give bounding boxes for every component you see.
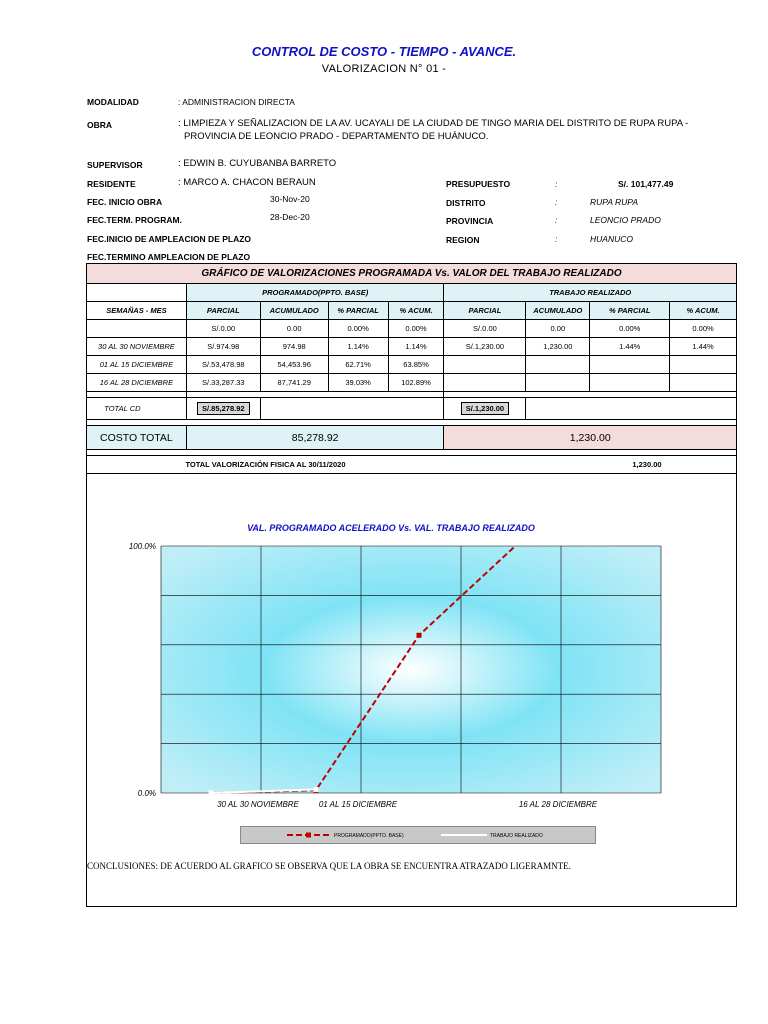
table-cell xyxy=(87,320,187,338)
fec-inicio-label: FEC. INICIO OBRA xyxy=(87,197,163,207)
distrito-sep: : xyxy=(555,197,558,207)
table-cell: S/.33,287.33 xyxy=(186,374,260,392)
presupuesto-sep: : xyxy=(555,179,558,189)
conclusion-text: CONCLUSIONES: DE ACUERDO AL GRAFICO SE OBSERVA QUE LA OBRA SE ENCUENTRA ATRAZADO LIGERAMNTE. xyxy=(87,861,571,871)
supervisor-label: SUPERVISOR xyxy=(87,160,143,170)
table-cell: 39.03% xyxy=(328,374,388,392)
table-cell xyxy=(444,356,526,374)
x-tick-label: 01 AL 15 DICIEMBRE xyxy=(318,800,398,809)
plot-background xyxy=(161,546,661,793)
total-cd-prog: S/.85,278.92 xyxy=(197,402,250,415)
table-cell xyxy=(444,374,526,392)
y-tick-label: 100.0% xyxy=(128,542,156,551)
obra-value-line2: PROVINCIA DE LEONCIO PRADO - DEPARTAMENTO DE HUÁNUCO. xyxy=(184,131,489,142)
table-row xyxy=(87,374,737,392)
total-cd-label: TOTAL CD xyxy=(87,398,187,420)
presupuesto-label: PRESUPUESTO xyxy=(446,179,511,189)
table-row xyxy=(87,320,737,338)
column-header: PARCIAL xyxy=(444,302,526,320)
table-cell: 16 AL 28 DICIEMBRE xyxy=(87,374,187,392)
table-cell: 1,230.00 xyxy=(526,338,590,356)
table-cell xyxy=(590,356,670,374)
table-cell: 01 AL 15 DICIEMBRE xyxy=(87,356,187,374)
region-label: REGION xyxy=(446,235,480,245)
page-subtitle: VALORIZACION N° 01 - xyxy=(321,63,447,75)
table-cell: 0.00 xyxy=(260,320,328,338)
distrito-label: DISTRITO xyxy=(446,198,486,208)
fec-term-amp-label: FEC.TERMINO AMPLEACION DE PLAZO xyxy=(87,252,251,262)
legend-label-programado: PROGRAMADO(PPTO. BASE) xyxy=(334,833,404,839)
table-cell xyxy=(526,356,590,374)
table-title: GRÁFICO DE VALORIZACIONES PROGRAMADA Vs. VALOR DEL TRABAJO REALIZADO xyxy=(87,264,737,284)
data-point xyxy=(209,791,214,796)
costo-total-prog: 85,278.92 xyxy=(186,426,444,450)
fec-inicio-value: 30-Nov-20 xyxy=(270,194,310,204)
region-sep: : xyxy=(555,234,558,244)
column-header: % PARCIAL xyxy=(590,302,670,320)
table-cell: 30 AL 30 NOVIEMBRE xyxy=(87,338,187,356)
y-tick-label: 0.0% xyxy=(137,789,156,798)
table-cell: 0.00% xyxy=(590,320,670,338)
column-header: SEMAÑAS - MES xyxy=(87,302,187,320)
distrito-value: RUPA RUPA xyxy=(590,197,639,207)
table-cell: 54,453.96 xyxy=(260,356,328,374)
table-cell: 0.00 xyxy=(526,320,590,338)
table-cell: S/.0.00 xyxy=(444,320,526,338)
table-cell: 1.14% xyxy=(328,338,388,356)
legend-svg xyxy=(241,827,595,843)
total-valorizacion-label: TOTAL VALORIZACIÓN FISICA AL 30/11/2020 xyxy=(87,456,444,474)
x-tick-label: 30 AL 30 NOVIEMBRE xyxy=(217,800,299,809)
x-tick-label: 16 AL 28 DICIEMBRE xyxy=(518,800,598,809)
residente-value: : MARCO A. CHACON BERAUN xyxy=(178,177,316,188)
table-cell: 974.98 xyxy=(260,338,328,356)
column-header: ACUMULADO xyxy=(526,302,590,320)
table-cell: 62.71% xyxy=(328,356,388,374)
column-header: % ACUM. xyxy=(670,302,737,320)
residente-label: RESIDENTE xyxy=(87,179,136,189)
legend-marker-programado xyxy=(306,833,311,838)
table-cell: S/.974.98 xyxy=(186,338,260,356)
table-cell xyxy=(670,356,737,374)
table-cell: 63.85% xyxy=(388,356,444,374)
table-cell: S/.0.00 xyxy=(186,320,260,338)
table-cell: 1.14% xyxy=(388,338,444,356)
column-header: ACUMULADO xyxy=(260,302,328,320)
fec-term-value: 28-Dec-20 xyxy=(270,212,310,222)
region-value: HUANUCO xyxy=(590,234,633,244)
fec-term-label: FEC.TERM. PROGRAM. xyxy=(87,215,182,225)
modalidad-label: MODALIDAD xyxy=(87,97,139,107)
data-point xyxy=(314,787,319,792)
fec-inicio-amp-label: FEC.INICIO DE AMPLEACION DE PLAZO xyxy=(87,234,252,244)
modalidad-value: : ADMINISTRACION DIRECTA xyxy=(178,97,295,107)
total-cd-real: S/.1,230.00 xyxy=(461,402,509,415)
presupuesto-value: S/. 101,477.49 xyxy=(618,179,674,189)
table-cell xyxy=(590,374,670,392)
legend-label-realizado: TRABAJO REALIZADO xyxy=(490,833,543,839)
table-cell: S/.53,478.98 xyxy=(186,356,260,374)
costo-total-real: 1,230.00 xyxy=(444,426,737,450)
table-cell xyxy=(670,374,737,392)
table-cell: 1.44% xyxy=(670,338,737,356)
obra-label: OBRA xyxy=(87,120,113,130)
obra-value-line1: : LIMPIEZA Y SEÑALIZACION DE LA AV. UCAYALI DE LA CIUDAD DE TINGO MARIA DEL DISTRITO DE RUPA RUPA - xyxy=(178,118,689,129)
page-title: CONTROL DE COSTO - TIEMPO - AVANCE. xyxy=(251,44,517,59)
column-header: % ACUM. xyxy=(388,302,444,320)
chart-legend xyxy=(240,826,596,844)
data-point xyxy=(417,633,422,638)
table-cell: 0.00% xyxy=(388,320,444,338)
total-valorizacion-value: 1,230.00 xyxy=(444,456,737,474)
valorizaciones-table xyxy=(86,263,737,474)
provincia-value: LEONCIO PRADO xyxy=(590,215,661,225)
group-realizado: TRABAJO REALIZADO xyxy=(444,284,737,302)
supervisor-value: : EDWIN B. CUYUBANBA BARRETO xyxy=(178,158,337,169)
table-cell: 0.00% xyxy=(328,320,388,338)
table-cell xyxy=(526,374,590,392)
chart-title: VAL. PROGRAMADO ACELERADO Vs. VAL. TRABAJO REALIZADO xyxy=(247,523,535,533)
provincia-sep: : xyxy=(555,215,558,225)
column-header: PARCIAL xyxy=(186,302,260,320)
table-cell: S/.1,230.00 xyxy=(444,338,526,356)
costo-total-label: COSTO TOTAL xyxy=(87,426,187,450)
provincia-label: PROVINCIA xyxy=(446,216,494,226)
table-row xyxy=(87,338,737,356)
group-programado: PROGRAMADO(PPTO. BASE) xyxy=(186,284,444,302)
column-header: % PARCIAL xyxy=(328,302,388,320)
table-cell: 87,741.29 xyxy=(260,374,328,392)
table-cell: 1.44% xyxy=(590,338,670,356)
table-cell: 102.89% xyxy=(388,374,444,392)
table-row xyxy=(87,356,737,374)
table-cell: 0.00% xyxy=(670,320,737,338)
column-header-row xyxy=(87,302,737,320)
